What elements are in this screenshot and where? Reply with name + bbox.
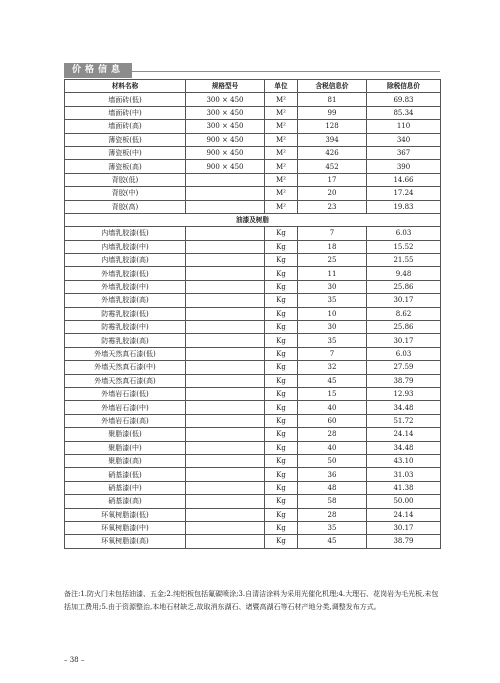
cell-tax-exclusive: 24.14 <box>367 508 441 521</box>
cell-unit: M² <box>265 146 298 159</box>
cell-unit: Kg <box>265 414 298 427</box>
cell-tax-inclusive: 25 <box>298 254 367 267</box>
table-section <box>65 213 441 226</box>
cell-material-name: 环氧树脂漆(高) <box>65 535 186 548</box>
cell-spec <box>186 173 265 186</box>
cell-tax-inclusive: 128 <box>298 120 367 133</box>
cell-spec <box>186 280 265 293</box>
cell-unit: Kg <box>265 254 298 267</box>
cell-material-name: 防霉乳胶漆(低) <box>65 307 186 320</box>
cell-unit: M² <box>265 187 298 200</box>
table-row <box>65 254 441 267</box>
table-row <box>65 120 441 133</box>
cell-material-name: 内墙乳胶漆(中) <box>65 240 186 253</box>
cell-material-name: 外墙岩石漆(中) <box>65 401 186 414</box>
table-row <box>65 240 441 253</box>
cell-tax-inclusive: 7 <box>298 227 367 240</box>
cell-tax-inclusive: 40 <box>298 401 367 414</box>
cell-spec <box>186 414 265 427</box>
notes: 备注:1.防火门未包括油漆、五金;2.纯铝板包括氟碳喷涂;3.自清洁涂料为采用光催化机理;4.大理石、花岗岩为毛光板,未包括加工费用;5.由于资源整治,本地石材缺乏,故取消东湖石、诸暨高湖石等石材产地分类,调整发布方式。 <box>64 590 439 611</box>
cell-spec <box>186 468 265 481</box>
cell-tax-exclusive: 25.86 <box>367 321 441 334</box>
cell-tax-inclusive: 18 <box>298 240 367 253</box>
table-row <box>65 227 441 240</box>
cell-unit: Kg <box>265 374 298 387</box>
cell-unit: Kg <box>265 267 298 280</box>
cell-unit: Kg <box>265 321 298 334</box>
cell-spec <box>186 495 265 508</box>
cell-material-name: 聚脂漆(低) <box>65 428 186 441</box>
cell-material-name: 墙面砖(高) <box>65 120 186 133</box>
cell-tax-inclusive: 35 <box>298 521 367 534</box>
table-body-tiles <box>65 93 441 214</box>
column-header-unit: 单位 <box>265 80 298 93</box>
price-table <box>64 79 441 549</box>
header-rule <box>132 71 440 72</box>
cell-tax-inclusive: 48 <box>298 481 367 494</box>
table-row <box>65 428 441 441</box>
cell-unit: M² <box>265 133 298 146</box>
table-row <box>65 307 441 320</box>
cell-unit: Kg <box>265 428 298 441</box>
cell-spec <box>186 535 265 548</box>
cell-tax-exclusive: 17.24 <box>367 187 441 200</box>
table-row <box>65 347 441 360</box>
section-title-paint-resin: 油漆及树脂 <box>65 213 441 226</box>
cell-tax-exclusive: 21.55 <box>367 254 441 267</box>
cell-unit: Kg <box>265 521 298 534</box>
cell-spec <box>186 200 265 213</box>
cell-material-name: 聚脂漆(高) <box>65 454 186 467</box>
cell-spec <box>186 454 265 467</box>
table-row <box>65 414 441 427</box>
cell-unit: Kg <box>265 481 298 494</box>
cell-tax-exclusive: 30.17 <box>367 334 441 347</box>
cell-tax-exclusive: 6.03 <box>367 347 441 360</box>
table-row <box>65 481 441 494</box>
cell-material-name: 外墙乳胶漆(高) <box>65 294 186 307</box>
table-row <box>65 535 441 548</box>
cell-material-name: 外墙岩石漆(高) <box>65 414 186 427</box>
cell-unit: M² <box>265 120 298 133</box>
cell-tax-exclusive: 19.83 <box>367 200 441 213</box>
cell-unit: Kg <box>265 361 298 374</box>
cell-unit: Kg <box>265 307 298 320</box>
cell-spec <box>186 387 265 400</box>
section-header <box>64 63 440 78</box>
cell-tax-inclusive: 35 <box>298 294 367 307</box>
cell-material-name: 背胶(中) <box>65 187 186 200</box>
cell-spec <box>186 521 265 534</box>
cell-unit: Kg <box>265 508 298 521</box>
section-title: 价格信息 <box>71 65 124 75</box>
table-row <box>65 454 441 467</box>
cell-spec <box>186 441 265 454</box>
cell-tax-inclusive: 99 <box>298 106 367 119</box>
cell-material-name: 墙面砖(中) <box>65 106 186 119</box>
cell-tax-exclusive: 34.48 <box>367 401 441 414</box>
cell-tax-inclusive: 45 <box>298 374 367 387</box>
table-row <box>65 133 441 146</box>
cell-spec <box>186 227 265 240</box>
cell-tax-inclusive: 58 <box>298 495 367 508</box>
cell-tax-exclusive: 110 <box>367 120 441 133</box>
cell-tax-exclusive: 340 <box>367 133 441 146</box>
table-row <box>65 280 441 293</box>
cell-unit: Kg <box>265 240 298 253</box>
cell-spec <box>186 481 265 494</box>
cell-tax-exclusive: 69.83 <box>367 93 441 106</box>
cell-unit: Kg <box>265 454 298 467</box>
table-row <box>65 495 441 508</box>
table-row <box>65 361 441 374</box>
cell-tax-inclusive: 452 <box>298 160 367 173</box>
cell-tax-exclusive: 38.79 <box>367 535 441 548</box>
table-body-paints <box>65 227 441 548</box>
cell-material-name: 背胶(高) <box>65 200 186 213</box>
cell-unit: Kg <box>265 535 298 548</box>
cell-tax-inclusive: 81 <box>298 93 367 106</box>
cell-tax-exclusive: 6.03 <box>367 227 441 240</box>
cell-spec <box>186 307 265 320</box>
cell-unit: Kg <box>265 441 298 454</box>
page-number: – 38 – <box>64 656 85 664</box>
cell-tax-exclusive: 38.79 <box>367 374 441 387</box>
table-row <box>65 401 441 414</box>
table-row <box>65 441 441 454</box>
table-row <box>65 521 441 534</box>
cell-material-name: 聚脂漆(中) <box>65 441 186 454</box>
cell-unit: Kg <box>265 468 298 481</box>
cell-material-name: 环氧树脂漆(低) <box>65 508 186 521</box>
cell-material-name: 外墙天然真石漆(高) <box>65 374 186 387</box>
cell-spec <box>186 374 265 387</box>
cell-tax-inclusive: 426 <box>298 146 367 159</box>
table-row <box>65 468 441 481</box>
cell-material-name: 墙面砖(低) <box>65 93 186 106</box>
section-row <box>65 213 441 226</box>
cell-tax-inclusive: 60 <box>298 414 367 427</box>
cell-unit: Kg <box>265 334 298 347</box>
cell-material-name: 环氧树脂漆(中) <box>65 521 186 534</box>
cell-tax-exclusive: 12.93 <box>367 387 441 400</box>
cell-spec <box>186 321 265 334</box>
cell-material-name: 防霉乳胶漆(中) <box>65 321 186 334</box>
cell-tax-inclusive: 23 <box>298 200 367 213</box>
cell-spec <box>186 428 265 441</box>
cell-material-name: 硝基漆(低) <box>65 468 186 481</box>
cell-tax-exclusive: 41.38 <box>367 481 441 494</box>
cell-spec <box>186 334 265 347</box>
cell-tax-exclusive: 367 <box>367 146 441 159</box>
table-header-row <box>65 80 441 93</box>
table-row <box>65 387 441 400</box>
cell-tax-exclusive: 31.03 <box>367 468 441 481</box>
cell-spec: 900 × 450 <box>186 160 265 173</box>
table-row <box>65 200 441 213</box>
cell-material-name: 硝基漆(高) <box>65 495 186 508</box>
cell-tax-exclusive: 30.17 <box>367 521 441 534</box>
cell-spec <box>186 254 265 267</box>
cell-tax-inclusive: 15 <box>298 387 367 400</box>
cell-unit: Kg <box>265 294 298 307</box>
cell-material-name: 外墙天然真石漆(中) <box>65 361 186 374</box>
cell-tax-exclusive: 30.17 <box>367 294 441 307</box>
cell-tax-inclusive: 11 <box>298 267 367 280</box>
cell-tax-exclusive: 9.48 <box>367 267 441 280</box>
cell-unit: Kg <box>265 280 298 293</box>
cell-tax-exclusive: 8.62 <box>367 307 441 320</box>
cell-spec: 900 × 450 <box>186 133 265 146</box>
cell-tax-inclusive: 30 <box>298 321 367 334</box>
cell-spec: 300 × 450 <box>186 106 265 119</box>
column-header-spec: 规格型号 <box>186 80 265 93</box>
cell-material-name: 背胶(低) <box>65 173 186 186</box>
cell-spec: 900 × 450 <box>186 146 265 159</box>
cell-material-name: 内墙乳胶漆(高) <box>65 254 186 267</box>
cell-tax-inclusive: 28 <box>298 428 367 441</box>
cell-material-name: 硝基漆(中) <box>65 481 186 494</box>
cell-material-name: 薄瓷板(中) <box>65 146 186 159</box>
cell-tax-exclusive: 43.10 <box>367 454 441 467</box>
cell-tax-inclusive: 40 <box>298 441 367 454</box>
cell-spec: 300 × 450 <box>186 120 265 133</box>
cell-unit: Kg <box>265 495 298 508</box>
table-row <box>65 173 441 186</box>
table-row <box>65 267 441 280</box>
cell-material-name: 外墙岩石漆(低) <box>65 387 186 400</box>
cell-unit: M² <box>265 200 298 213</box>
cell-spec <box>186 347 265 360</box>
column-header-tax-exclusive: 除税信息价 <box>367 80 441 93</box>
cell-tax-inclusive: 7 <box>298 347 367 360</box>
cell-tax-exclusive: 34.48 <box>367 441 441 454</box>
cell-tax-inclusive: 17 <box>298 173 367 186</box>
cell-tax-exclusive: 50.00 <box>367 495 441 508</box>
cell-tax-exclusive: 390 <box>367 160 441 173</box>
cell-spec <box>186 267 265 280</box>
table-row <box>65 508 441 521</box>
table-row <box>65 374 441 387</box>
cell-tax-inclusive: 10 <box>298 307 367 320</box>
column-header-tax-inclusive: 含税信息价 <box>298 80 367 93</box>
cell-tax-exclusive: 25.86 <box>367 280 441 293</box>
cell-unit: Kg <box>265 387 298 400</box>
cell-material-name: 外墙乳胶漆(中) <box>65 280 186 293</box>
cell-spec: 300 × 450 <box>186 93 265 106</box>
cell-tax-inclusive: 50 <box>298 454 367 467</box>
table-row <box>65 321 441 334</box>
cell-spec <box>186 361 265 374</box>
cell-tax-inclusive: 28 <box>298 508 367 521</box>
cell-unit: M² <box>265 106 298 119</box>
table-row <box>65 294 441 307</box>
cell-unit: Kg <box>265 401 298 414</box>
cell-material-name: 防霉乳胶漆(高) <box>65 334 186 347</box>
cell-tax-exclusive: 15.52 <box>367 240 441 253</box>
cell-tax-exclusive: 27.59 <box>367 361 441 374</box>
cell-material-name: 内墙乳胶漆(低) <box>65 227 186 240</box>
cell-spec <box>186 187 265 200</box>
cell-tax-exclusive: 24.14 <box>367 428 441 441</box>
cell-spec <box>186 508 265 521</box>
cell-unit: M² <box>265 173 298 186</box>
table-row <box>65 160 441 173</box>
cell-tax-exclusive: 85.34 <box>367 106 441 119</box>
cell-unit: Kg <box>265 227 298 240</box>
cell-material-name: 薄瓷板(高) <box>65 160 186 173</box>
table-row <box>65 106 441 119</box>
cell-unit: Kg <box>265 347 298 360</box>
cell-spec <box>186 294 265 307</box>
cell-material-name: 外墙天然真石漆(低) <box>65 347 186 360</box>
column-header-name: 材料名称 <box>65 80 186 93</box>
cell-tax-inclusive: 32 <box>298 361 367 374</box>
cell-tax-inclusive: 30 <box>298 280 367 293</box>
cell-tax-exclusive: 51.72 <box>367 414 441 427</box>
cell-tax-exclusive: 14.66 <box>367 173 441 186</box>
cell-tax-inclusive: 36 <box>298 468 367 481</box>
cell-material-name: 外墙乳胶漆(低) <box>65 267 186 280</box>
table-row <box>65 93 441 106</box>
cell-tax-inclusive: 20 <box>298 187 367 200</box>
table-row <box>65 146 441 159</box>
table-row <box>65 334 441 347</box>
cell-tax-inclusive: 35 <box>298 334 367 347</box>
cell-spec <box>186 401 265 414</box>
cell-unit: M² <box>265 160 298 173</box>
cell-tax-inclusive: 45 <box>298 535 367 548</box>
cell-spec <box>186 240 265 253</box>
cell-tax-inclusive: 394 <box>298 133 367 146</box>
cell-material-name: 薄瓷板(低) <box>65 133 186 146</box>
table-row <box>65 187 441 200</box>
cell-unit: M² <box>265 93 298 106</box>
